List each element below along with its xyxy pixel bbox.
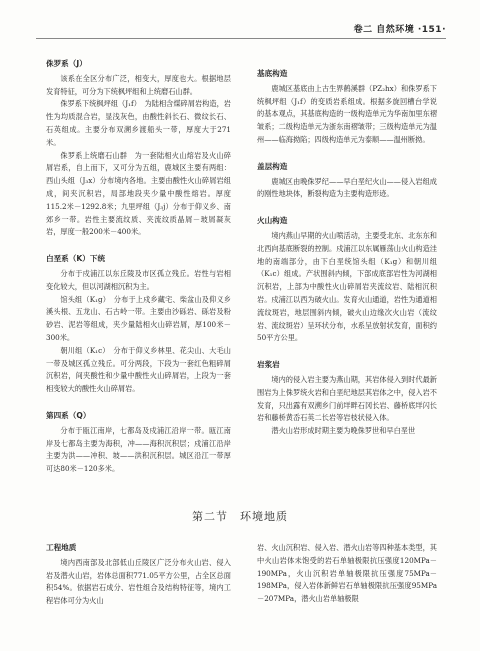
section-heading: 第四系（Q） [46, 410, 91, 420]
spacer [257, 345, 437, 353]
paragraph: 潜火山岩形成时期主要为晚侏罗世和早白垩世 [271, 426, 416, 436]
left-column [46, 58, 231, 476]
paragraph: 朝川组（K₁c） 分布于仰义乡林里、花尖山、大毛山一带及城区孤立残丘。可分两段，下段为一套红色粗碎屑沉积岩，间夹酸性和少量中酸性火山碎屑岩，上段为一套相变较大的酸性火山碎屑岩。 [46, 345, 231, 394]
paragraph: 境内西南部及北部低山丘陵区广泛分布火山岩、侵入岩及潜火山岩，岩体总面积771.05平方公里，占全区总面积54%。依据岩石成分、岩性组合及结构特征等，境内工程岩体可分为火山 [46, 557, 231, 606]
paragraph: 境内燕山早期的火山喷活动，主要受北东、北东东和北西向基底断裂的控制。戍浦江以东属雁荡山火山构造洼地的南端部分，由下白垩统馆头组（K₁g）和朝川组（K₁c）组成。产状围斜内倾，下部成底部岩性为河湖相沉积岩，上部为中酸性火山碎屑岩夹流纹岩、陆相沉积岩。戍浦江以西为破火山。发育火山通道，岩性为通道相流纹斑岩，地层围斜内倾，破火山边缘次火山岩（流纹岩、流纹斑岩）呈环状分布，水系呈放射状发育，面积约50平方公里。 [257, 230, 437, 343]
paragraph: 侏罗系上统磨石山群 为一套陆相火山熔岩及火山碎屑岩系，自上而下，又可分为五组，鹿城区主要有两组：西山头组（J₃x）分布境内各地。主要由酸性火山碎屑岩组成，间夹沉积岩，局部地段夹少量中酸性熔岩。厚度115.2米－1292.8米；九里坪组（J₃j）分布于仰义乡、南郊乡一带。岩性主要流纹质、夹流纹质晶屑－玻屑凝灰岩，厚度一般200米－400米。 [46, 150, 231, 237]
paragraph: 岩、火山沉积岩、侵入岩、潜火山岩等四种基本类型，其中火山岩体未饱受的岩石单轴极限抗压强度120MPa－190MPa，火山沉积岩单轴极限抗压强度75MPa－198MPa，侵入岩体新鲜岩石单轴极限抗压强度95MPa－207MPa，潜火山岩单轴极限 [257, 543, 437, 604]
paragraph: 分布于瓯江南岸，七都岛及戍浦江沿岸一带。瓯江南岸及七都岛主要为海积，冲——海积沉积层；戍浦江沿岸主要为洪——冲积、坡——洪积沉积层。城区沿江一带厚可达80米－120多米。 [46, 425, 231, 474]
section-heading: 白垩系（K）下统 [46, 254, 106, 264]
paragraph: 鹿城区由晚侏罗纪——早白垩纪火山——侵入岩组成的刚性地块体，断裂构造为主要构造形迹。 [257, 176, 437, 199]
section-heading: 基底构造 [257, 69, 288, 78]
right-column [257, 68, 437, 438]
paragraph: 鹿城区基底由上古生界鹤溪群（PZ₂hx）和侏罗系下统枫坪组（J₁f）的变质岩系组成。根据多旋回槽台学说的基本观点，其基底构造的一级构造单元为华南加里东褶皱系；二级构造单元为浙东南褶皱带；三级构造单元为温州——临海拗陷；四级构造单元为泰顺——温州断拗。 [257, 83, 437, 144]
header-rule [36, 38, 446, 39]
paragraph: 该系在全区分布广泛，相变大，厚度也大。根据地层发育特征，可分为下统枫坪组和上统磨石山群。 [46, 73, 231, 96]
paragraph: 分布于戍浦江以东丘陵及市区孤立残丘。岩性与岩相变化较大，但以河湖相沉积为主。 [46, 268, 231, 291]
section-heading: 岩浆岩 [257, 360, 280, 370]
spacer [257, 147, 437, 155]
spacer [257, 201, 437, 209]
spacer [46, 239, 231, 247]
paragraph: 侏罗系下统枫坪组（J₁f） 为陆相含煤碎屑岩构造，岩性为均质混合岩，显浅灰色，由酸性斜长石、微纹长石、石英组成。主要分布双溯乡渡船头一带，厚度大于271米。 [46, 99, 231, 147]
spacer [46, 396, 231, 404]
paragraph: 馆头组（K₁g） 分布于上戍乡藏宅、柴盆山及仰义乡溪头根、五龙山、石古岭一带。主要由沙砾岩、砾岩及粉砂岩、泥岩等组成，夹少量陆相火山碎岩屑，厚100米－300米。 [46, 294, 231, 342]
section-title: 第二节 环境地质 [192, 510, 288, 523]
section-heading: 火山构造 [257, 216, 288, 226]
section-heading: 盖层构造 [257, 161, 288, 171]
section-heading: 侏罗系（J） [46, 59, 87, 68]
bottom-right-column [257, 542, 437, 606]
paragraph: 境内的侵入岩主要为燕山期，其岩体侵入到时代最新围岩为上侏罗统火岩和白垩纪地层其岩体之中，侵入岩不发育，只出露有双溯乡门前垟畔石冈长岩、藤桥底垟闪长岩和藤桥黄岙石英二长岩等岩枝状侵入体。 [257, 374, 437, 423]
bottom-left-column [46, 542, 231, 608]
running-header: 卷二 自然环境 ·151· [353, 25, 446, 35]
engineering-geology-heading: 工程地质 [46, 543, 77, 552]
